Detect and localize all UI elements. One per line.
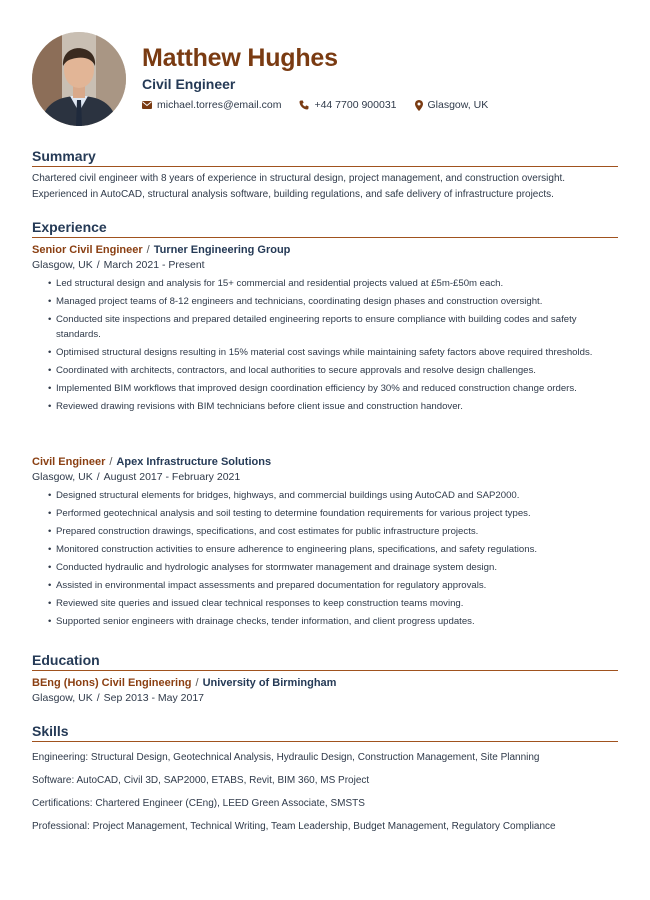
job-header: Civil Engineer / Apex Infrastructure Solutions <box>32 456 272 468</box>
section-heading-education: Education <box>32 652 618 671</box>
job-bullets <box>32 488 618 629</box>
bullet-item: • Optimised structural designs resulting in 15% material cost savings while maintaining safety factors above required thresholds. <box>48 345 618 360</box>
bullet-item: • Reviewed drawing revisions with BIM technicians before client issue and construction handover. <box>48 399 618 414</box>
phone-icon <box>299 100 309 110</box>
location-text: Glasgow, UK <box>427 99 489 111</box>
envelope-icon <box>142 101 152 109</box>
job-dates: August 2017 - February 2021 <box>103 471 241 483</box>
job-role: Senior Civil Engineer <box>32 244 143 256</box>
skill-line-certifications: Certifications: Chartered Engineer (CEng), LEED Green Associate, SMSTS <box>32 798 365 809</box>
job-entry-2 <box>32 450 618 632</box>
skill-line-professional: Professional: Project Management, Technical Writing, Team Leadership, Budget Management, Regulatory Compliance <box>32 821 556 832</box>
bullet-item: • Designed structural elements for bridges, highways, and commercial buildings using AutoCAD and SAP2000. <box>48 488 618 503</box>
summary-section <box>32 148 618 203</box>
bullet-item: • Prepared construction drawings, specifications, and cost estimates for public infrastructure projects. <box>48 524 618 539</box>
bullet-item: • Conducted site inspections and prepared detailed engineering reports to ensure compliance with building codes and safety standards. <box>48 312 618 342</box>
job-company: Turner Engineering Group <box>153 244 291 256</box>
avatar <box>32 32 126 126</box>
contact-phone[interactable] <box>299 99 396 111</box>
skills-section <box>32 723 618 834</box>
job-location: Glasgow, UK <box>32 471 93 483</box>
bullet-item: • Supported senior engineers with drainage checks, tender information, and client progress updates. <box>48 614 618 629</box>
contact-row <box>142 99 488 111</box>
education-meta: Glasgow, UK / Sep 2013 - May 2017 <box>32 692 205 704</box>
bullet-item: • Led structural design and analysis for 15+ commercial and residential projects valued at £5m-£50m each. <box>48 276 618 291</box>
bullet-item: • Performed geotechnical analysis and soil testing to determine foundation requirements for various project types. <box>48 506 618 521</box>
education-dates: Sep 2013 - May 2017 <box>103 692 205 704</box>
bullet-item: • Conducted hydraulic and hydrologic analyses for stormwater management and drainage system design. <box>48 560 618 575</box>
job-location: Glasgow, UK <box>32 259 93 271</box>
degree: BEng (Hons) Civil Engineering <box>32 677 192 689</box>
section-heading-summary: Summary <box>32 148 618 167</box>
bullet-item: • Monitored construction activities to ensure adherence to engineering plans, specifications, and safety regulations. <box>48 542 618 557</box>
job-meta: Glasgow, UK / August 2017 - February 2021 <box>32 471 241 483</box>
job-dates: March 2021 - Present <box>103 259 205 271</box>
email-text: michael.torres@email.com <box>157 99 282 111</box>
skill-line-software: Software: AutoCAD, Civil 3D, SAP2000, ETABS, Revit, BIM 360, MS Project <box>32 775 370 786</box>
job-header: Senior Civil Engineer / Turner Engineering Group <box>32 244 291 256</box>
candidate-name: Matthew Hughes <box>142 44 338 72</box>
job-role: Civil Engineer <box>32 456 106 468</box>
school: University of Birmingham <box>202 677 337 689</box>
bullet-item: • Implemented BIM workflows that improved design coordination efficiency by 30% and reduced construction change orders. <box>48 381 618 396</box>
phone-text: +44 7700 900031 <box>314 99 397 111</box>
bullet-item: • Managed project teams of 8-12 engineers and technicians, coordinating design phases and construction oversight. <box>48 294 618 309</box>
experience-section <box>32 219 618 417</box>
education-location: Glasgow, UK <box>32 692 93 704</box>
summary-text: Chartered civil engineer with 8 years of experience in structural design, project management, and construction oversight. Experienced in AutoCAD, structural analysis software, building regulations, and safe delivery of infrastructure projects. <box>32 173 566 200</box>
skill-line-engineering: Engineering: Structural Design, Geotechnical Analysis, Hydraulic Design, Construction Management, Site Planning <box>32 752 540 763</box>
contact-email[interactable] <box>142 99 281 111</box>
job-company: Apex Infrastructure Solutions <box>116 456 272 468</box>
candidate-title: Civil Engineer <box>142 76 236 92</box>
job-bullets <box>32 276 618 414</box>
job-entry <box>32 243 618 414</box>
education-header: BEng (Hons) Civil Engineering / University of Birmingham <box>32 677 337 689</box>
job-meta: Glasgow, UK / March 2021 - Present <box>32 259 205 271</box>
bullet-item: • Reviewed site queries and issued clear technical responses to keep construction teams moving. <box>48 596 618 611</box>
bullet-item: • Coordinated with architects, contractors, and local authorities to secure approvals and resolve design challenges. <box>48 363 618 378</box>
contact-location <box>415 99 489 111</box>
resume-header <box>32 32 618 126</box>
education-section <box>32 652 618 706</box>
bullet-item: • Assisted in environmental impact assessments and prepared documentation for regulatory approvals. <box>48 578 618 593</box>
section-heading-skills: Skills <box>32 723 618 742</box>
map-pin-icon <box>415 100 423 111</box>
section-heading-experience: Experience <box>32 219 618 238</box>
